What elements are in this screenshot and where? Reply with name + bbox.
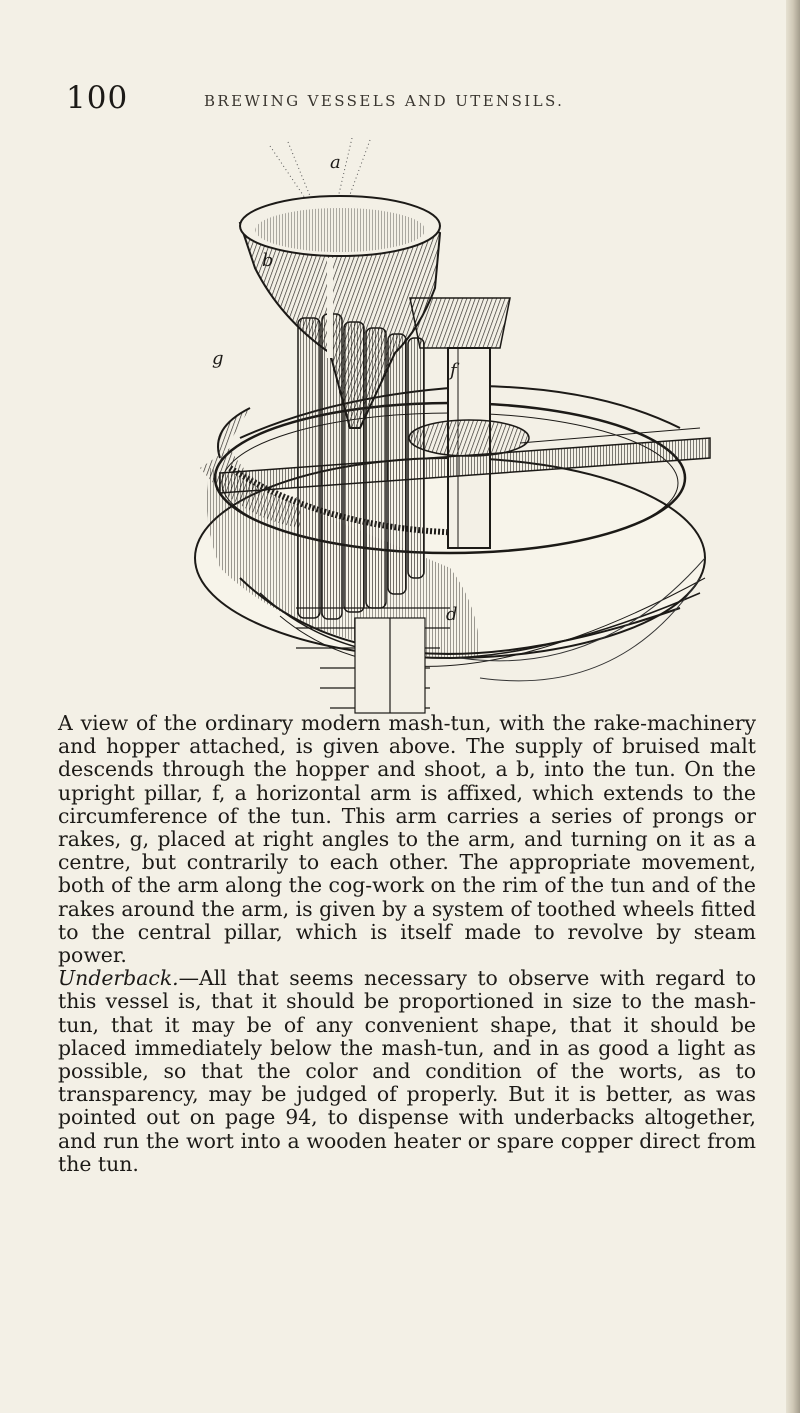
paragraph-text: —All that seems necessary to observe with regard to this vessel is, that it should be proportioned in size to the mash-tun, that it may be of any convenient shape, that it should be placed immediately below the mash-tun, and in as good a light as possible, so that the color and condition of the worts, as to transparency, may be judged of properly. But it is better, as was pointed out on page 94, to dispense with underbacks altogether, and run the wort into a wooden heater or spare copper direct from the tun. bbox=[58, 966, 756, 1176]
mash-tun-illustration bbox=[180, 138, 740, 728]
mash-tun-engraving bbox=[180, 138, 740, 728]
label-g: g bbox=[212, 348, 224, 369]
paragraph-text: A view of the ordinary modern mash-tun, with the rake-machinery and hopper attached, is given above. The supply of bruised malt descends through the hopper and shoot, a b, into the tun. On the upright pillar, f, a horizontal arm is affixed, which extends to the circumference of the tun. This arm carries a series of prongs or rakes, g, placed at right angles to the arm, and turning on it as a centre, but contrarily to each other. The appropriate movement, both of the arm along the cog-work on the rim of the tun and of the rakes around the arm, is given by a system of toothed wheels fitted to the central pillar, which is itself made to revolve by steam power. bbox=[58, 711, 756, 968]
label-d: d bbox=[446, 604, 458, 625]
running-title: BREWING VESSELS AND UTENSILS. bbox=[204, 92, 565, 110]
section-heading: Underback. bbox=[58, 966, 179, 991]
paragraph-mash-tun bbox=[58, 712, 756, 967]
page-number: 100 bbox=[66, 80, 129, 116]
label-f: f bbox=[450, 360, 457, 381]
label-b: b bbox=[262, 250, 274, 271]
paragraph-underback bbox=[58, 967, 756, 1176]
malt-stream-lines bbox=[270, 138, 370, 200]
page-header bbox=[66, 80, 766, 120]
page-edge bbox=[786, 0, 800, 1413]
label-a: a bbox=[330, 152, 341, 173]
body-text bbox=[58, 712, 756, 1176]
